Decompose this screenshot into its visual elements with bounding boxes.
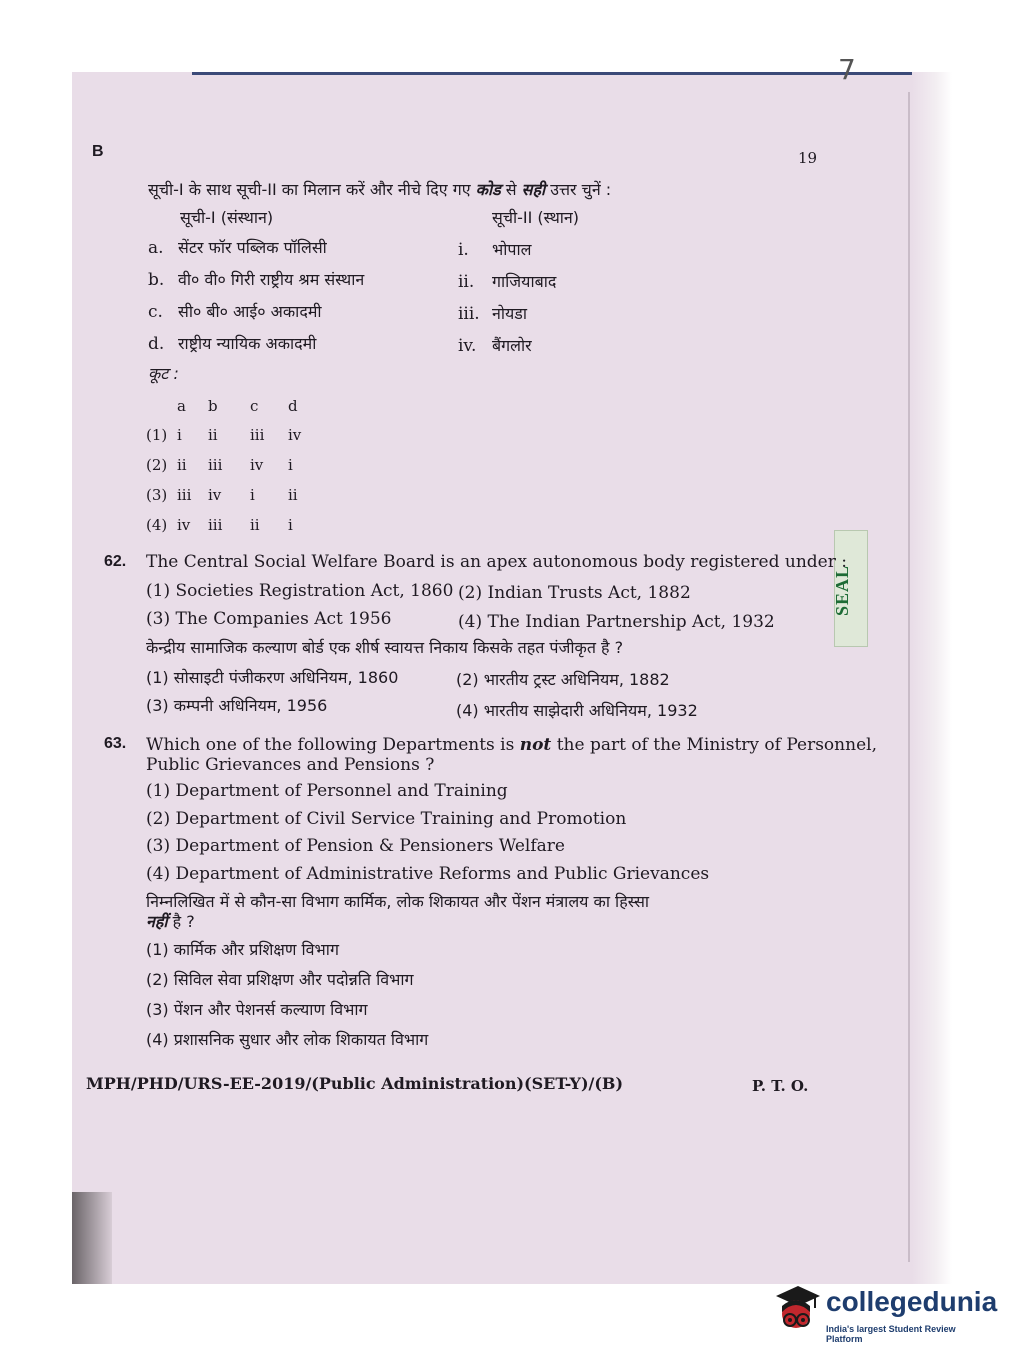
code-header: d xyxy=(288,397,298,415)
q62-option-hi: (2) भारतीय ट्रस्ट अधिनियम, 1882 xyxy=(456,670,670,689)
q63-option-hi: (3) पेंशन और पेशनर्स कल्याण विभाग xyxy=(146,1000,368,1019)
q62-option-en: (2) Indian Trusts Act, 1882 xyxy=(458,583,691,603)
code-label: कूट : xyxy=(148,364,179,383)
q62-number: 62. xyxy=(104,553,127,570)
code-cell: iii xyxy=(250,426,265,444)
list2-item: भोपाल xyxy=(492,240,532,259)
page-edge-shadow xyxy=(912,72,952,1284)
q62-option-en: (3) The Companies Act 1956 xyxy=(146,609,392,629)
q63-number: 63. xyxy=(104,735,127,752)
set-letter: B xyxy=(92,143,104,160)
page-number: 19 xyxy=(798,149,818,167)
code-header: b xyxy=(208,397,218,415)
code-option: (3) xyxy=(146,486,168,504)
code-header: a xyxy=(177,397,186,415)
q63-option-en: (4) Department of Administrative Reforms and Public Grievances xyxy=(146,864,710,884)
q63-question-hi-line2: नहीं है ? xyxy=(146,912,195,931)
code-option: (2) xyxy=(146,456,168,474)
footer-code: MPH/PHD/URS-EE-2019/(Public Administration)(SET-Y)/(B) xyxy=(86,1074,624,1093)
list2-item: नोयडा xyxy=(492,304,528,323)
list2-item: बैंगलोर xyxy=(492,336,532,355)
q63-option-en: (2) Department of Civil Service Training and Promotion xyxy=(146,809,627,829)
q63-question-en: Which one of the following Departments is not the part of the Ministry of Personnel, xyxy=(146,735,877,755)
code-header: c xyxy=(250,397,259,415)
q62-option-en: (4) The Indian Partnership Act, 1932 xyxy=(458,612,775,632)
footer-pto: P. T. O. xyxy=(752,1077,809,1095)
q63-option-hi: (2) सिविल सेवा प्रशिक्षण और पदोन्नति विभाग xyxy=(146,970,414,989)
code-cell: iv xyxy=(288,426,302,444)
q62-question-en: The Central Social Welfare Board is an apex autonomous body registered under : xyxy=(146,552,847,572)
list2-num: ii. xyxy=(458,272,475,292)
list1-item: राष्ट्रीय न्यायिक अकादमी xyxy=(178,334,317,353)
code-option: (4) xyxy=(146,516,168,534)
q63-option-en: (3) Department of Pension & Pensioners Welfare xyxy=(146,836,565,856)
code-cell: ii xyxy=(288,486,298,504)
q62-option-hi: (1) सोसाइटी पंजीकरण अधिनियम, 1860 xyxy=(146,668,399,687)
q63-question-en-line2: Public Grievances and Pensions ? xyxy=(146,755,435,775)
q63-question-hi: निम्नलिखित में से कौन-सा विभाग कार्मिक, लोक शिकायत और पेंशन मंत्रालय का हिस्सा xyxy=(146,892,650,911)
code-cell: iv xyxy=(177,516,191,534)
q61-instruction: सूची-I के साथ सूची-II का मिलान करें और नीचे दिए गए कोड से सही उत्तर चुनें : xyxy=(148,180,612,199)
code-cell: i xyxy=(288,456,293,474)
collegedunia-logo xyxy=(772,1282,998,1344)
q61-list1-header: सूची-I (संस्थान) xyxy=(180,208,274,227)
q62-option-en: (1) Societies Registration Act, 1860 xyxy=(146,581,454,601)
corner-shadow xyxy=(72,1192,112,1284)
brand-tagline: India's largest Student Review Platform xyxy=(826,1324,956,1344)
list1-letter: b. xyxy=(148,270,165,290)
q61-list2-header: सूची-II (स्थान) xyxy=(492,208,580,227)
binding-line xyxy=(908,92,910,1262)
code-cell: i xyxy=(250,486,255,504)
list1-letter: d. xyxy=(148,334,165,354)
code-cell: iii xyxy=(208,456,223,474)
brand-name: collegedunia xyxy=(826,1286,998,1317)
list2-item: गाजियाबाद xyxy=(492,272,557,291)
list2-num: i. xyxy=(458,240,469,260)
code-cell: iv xyxy=(208,486,222,504)
code-cell: iv xyxy=(250,456,264,474)
q62-option-hi: (4) भारतीय साझेदारी अधिनियम, 1932 xyxy=(456,701,698,720)
list1-letter: c. xyxy=(148,302,163,322)
list1-letter: a. xyxy=(148,238,164,258)
q62-option-hi: (3) कम्पनी अधिनियम, 1956 xyxy=(146,696,328,715)
margin-pen-mark: 7 xyxy=(838,53,856,86)
code-cell: i xyxy=(288,516,293,534)
code-option: (1) xyxy=(146,426,168,444)
list2-num: iii. xyxy=(458,304,480,324)
code-cell: ii xyxy=(208,426,218,444)
code-cell: ii xyxy=(177,456,187,474)
code-cell: iii xyxy=(177,486,192,504)
mascot-icon xyxy=(772,1284,822,1340)
code-cell: ii xyxy=(250,516,260,534)
seal-label: SEAL xyxy=(832,564,852,616)
q63-option-en: (1) Department of Personnel and Training xyxy=(146,781,508,801)
code-cell: iii xyxy=(208,516,223,534)
q63-option-hi: (4) प्रशासनिक सुधार और लोक शिकायत विभाग xyxy=(146,1030,429,1049)
list1-item: वी० वी० गिरी राष्ट्रीय श्रम संस्थान xyxy=(178,270,365,289)
list1-item: सी० बी० आई० अकादमी xyxy=(178,302,322,321)
q62-question-hi: केन्द्रीय सामाजिक कल्याण बोर्ड एक शीर्ष स्वायत्त निकाय किसके तहत पंजीकृत है ? xyxy=(146,638,624,657)
code-cell: i xyxy=(177,426,182,444)
q63-option-hi: (1) कार्मिक और प्रशिक्षण विभाग xyxy=(146,940,339,959)
list2-num: iv. xyxy=(458,336,477,356)
list1-item: सेंटर फॉर पब्लिक पॉलिसी xyxy=(178,238,327,257)
